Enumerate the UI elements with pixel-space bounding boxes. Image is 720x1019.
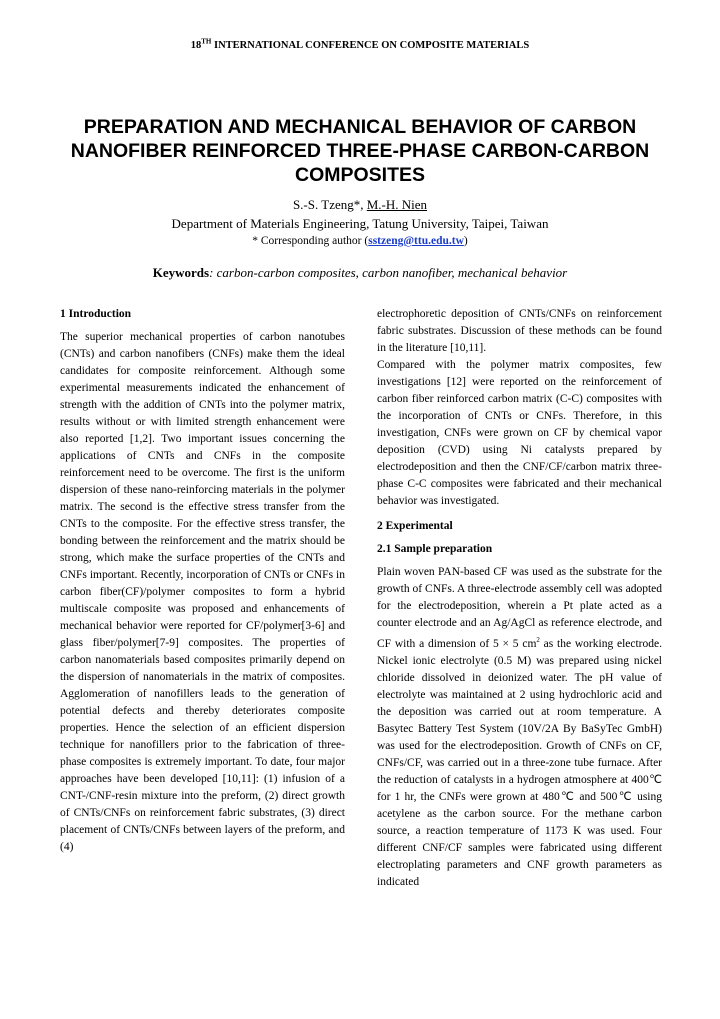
keywords-label: Keywords bbox=[152, 265, 210, 280]
paper-title: PREPARATION AND MECHANICAL BEHAVIOR OF CARBON NANOFIBER REINFORCED THREE-PHASE CARBON-CARBON COMPOSITES bbox=[70, 116, 650, 186]
conference-ordinal: TH bbox=[201, 37, 212, 46]
corr-email-link[interactable]: sstzeng@ttu.edu.tw bbox=[368, 235, 464, 247]
affiliation: Department of Materials Engineering, Tatung University, Taipei, Taiwan bbox=[171, 216, 549, 231]
sample-text-part1: Plain woven PAN-based CF was used as the substrate for the growth of CNFs. A three-electrode assembly cell was adopted for the electrodeposition, wherein a Pt plate acted as a counter electrode and an Ag/AgCl as reference electrode, and CF with a dimension of 5 × 5 cm bbox=[377, 566, 662, 650]
conference-header bbox=[0, 37, 720, 51]
corr-suffix: ) bbox=[463, 235, 468, 247]
experimental-heading: 2 Experimental bbox=[377, 520, 453, 532]
sample-text-part2: as the working electrode. Nickel ionic electrolyte (0.5 M) was prepared using nickel chloride dissolved in deionized water. The pH value of electrolyte was maintained at 2 using hydrochloric acid and the deposition was carried out at room temperature. A Basytec Battery Test System (10V/2A By BaSyTec GmbH) was used for the electrodeposition. Growth of CNFs on CF, CNFs/CF, was carried out in a three-zone tube furnace. After the reduction of catalysts in a hydrogen atmosphere at 400℃ for 1 hr, the CNFs were grown at 480℃ and 500℃ using acetylene as the carbon source. For the methane carbon source, a reaction temperature of 1173 K was used. Four different CNF/CF samples were fabricated using different electroplating parameters and CNF growth parameters as indicated bbox=[377, 637, 662, 888]
conference-name: INTERNATIONAL CONFERENCE ON COMPOSITE MATERIALS bbox=[211, 40, 530, 51]
right-column bbox=[377, 306, 662, 891]
author-line bbox=[0, 195, 720, 214]
sample-preparation-paragraph bbox=[377, 564, 662, 891]
corr-prefix: * Corresponding author ( bbox=[252, 235, 369, 247]
author-nien: M.-H. Nien bbox=[366, 197, 428, 212]
left-column bbox=[60, 306, 345, 856]
intro-final-paragraph: Compared with the polymer matrix composites, few investigations [12] were reported on the reinforcement of carbon fiber reinforced carbon matrix (C-C) composites with the incorporation of CNTs or CNFs. Therefore, in this investigation, CNFs were grown on CF by chemical vapor deposition (CVD) using Ni catalysts prepared by electrodeposition and then the CNF/CF/carbon matrix three-phase C-C composites were fabricated and their mechanical behavior was investigated. bbox=[377, 359, 662, 507]
conference-number: 18 bbox=[190, 40, 202, 51]
sample-preparation-heading: 2.1 Sample preparation bbox=[377, 543, 493, 555]
intro-continuation-paragraph: electrophoretic deposition of CNTs/CNFs on reinforcement fabric substrates. Discussion of these methods can be found in the literature [10,11]. bbox=[377, 308, 662, 354]
keywords-line bbox=[0, 263, 720, 282]
introduction-heading: 1 Introduction bbox=[60, 308, 132, 320]
sample-text-superscript: 2 bbox=[536, 636, 540, 644]
keywords-text: : carbon-carbon composites, carbon nanofiber, mechanical behavior bbox=[209, 265, 568, 280]
corresponding-author bbox=[0, 233, 720, 250]
introduction-paragraph: The superior mechanical properties of carbon nanotubes (CNTs) and carbon nanofibers (CNFs) make them the ideal candidates for composite reinforcement. Although some experimental measurements indicated the enhancement of strength with the addition of CNTs into the polymer matrix, results without or with limited strength enhancement were also reported [1,2]. Two important issues concerning the applications of CNTs and CNFs in the composite reinforcement need to be overcome. The first is the uniform dispersion of these nano-reinforcing materials in the polymer matrix. The second is the effective stress transfer from the CNTs to the composite. For the effective stress transfer, the bonding between the reinforcement and the matrix should be strong, which make the surface properties of the CNTs and CNFs important. Recently, incorporation of CNTs or CNFs in carbon fiber(CF)/polymer composites to form a hybrid multiscale composite was proposed and enhancements of mechanical behavior were reported for CF/polymer[3-6] and glass fiber/polymer[7-9] composites. The properties of carbon nanomaterials based composites primarily depend on the dispersion of nanomaterials in the matrix of composites. Agglomeration of nanofillers leads to the generation of potential defects and thereby deteriorates composite properties. Hence the selection of an efficient dispersion technique for nanofillers prior to the fabrication of three-phase composites is extremely important. To date, four major approaches have been developed [10,11]: (1) infusion of a CNT-/CNF-resin mixture into the preform, (2) direct growth of CNTs/CNFs on reinforcement fabric substrates, (3) direct placement of CNTs/CNFs between layers of the preform, and (4) bbox=[60, 331, 345, 853]
author-tzeng: S.-S. Tzeng*, bbox=[292, 197, 364, 212]
